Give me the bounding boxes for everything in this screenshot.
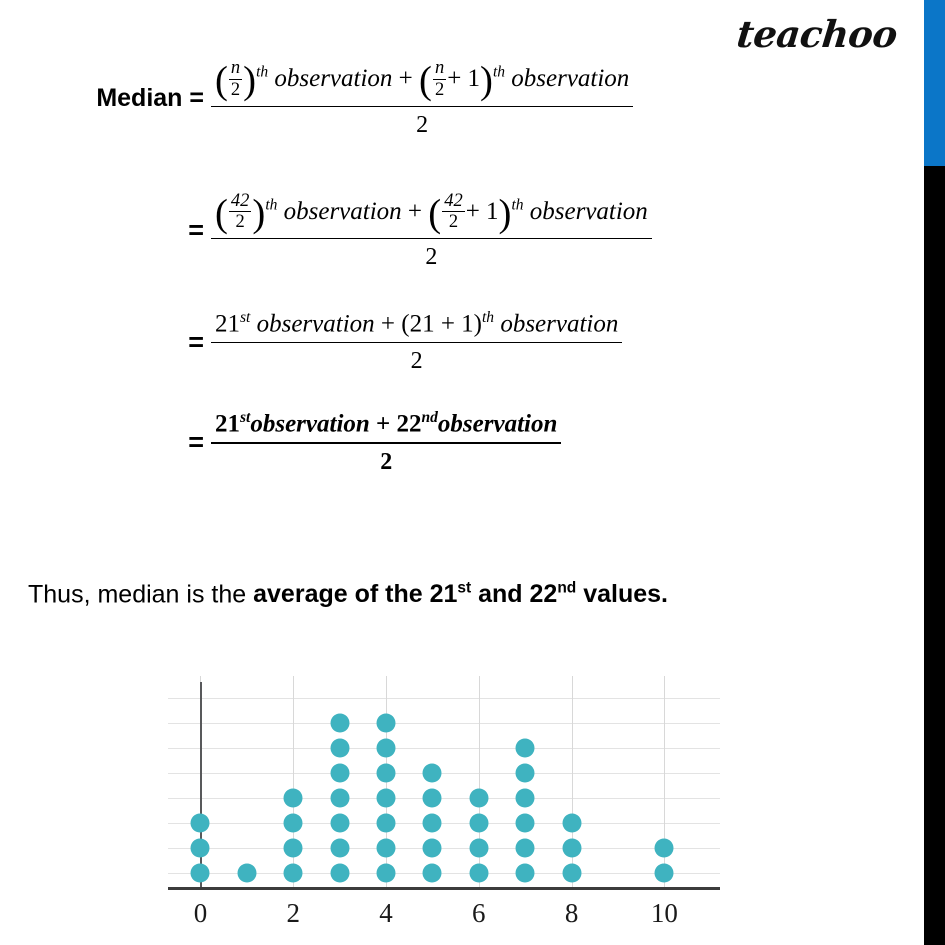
data-point-dot bbox=[516, 814, 535, 833]
conclusion-sup-st: st bbox=[457, 580, 472, 597]
gridline-horizontal bbox=[168, 748, 720, 749]
data-point-dot bbox=[423, 864, 442, 883]
data-point-dot bbox=[377, 864, 396, 883]
equation-line-1 bbox=[0, 58, 900, 139]
data-point-dot bbox=[516, 764, 535, 783]
dot-plot-chart bbox=[168, 676, 720, 938]
data-point-dot bbox=[562, 864, 581, 883]
gridline-vertical bbox=[572, 676, 573, 890]
data-point-dot bbox=[377, 789, 396, 808]
x-axis-tick-label: 2 bbox=[286, 898, 300, 928]
data-point-dot bbox=[423, 839, 442, 858]
data-point-dot bbox=[469, 864, 488, 883]
equation-1-numerator: ( $\frac{n}{2}$ )$^{th}$ observation + ( $\frac{n}{2}$ + 1)$^{th}$ observation bbox=[215, 58, 630, 102]
eq2-operator: + bbox=[407, 197, 423, 225]
eq2-sup2: th bbox=[511, 196, 524, 214]
eq2-sup1: th bbox=[265, 196, 278, 214]
data-point-dot bbox=[330, 864, 349, 883]
eq3-sup2: th bbox=[482, 309, 495, 327]
equation-2-fraction bbox=[211, 191, 652, 272]
data-point-dot bbox=[330, 739, 349, 758]
eq4-num2: 22 bbox=[396, 410, 422, 438]
data-point-dot bbox=[423, 764, 442, 783]
eq2-frac2-top: 42 bbox=[444, 190, 463, 211]
equation-3-lead: = bbox=[188, 326, 204, 357]
y-axis-line bbox=[200, 682, 202, 890]
conclusion-prefix: Thus, median is the bbox=[28, 580, 254, 609]
equation-line-2 bbox=[0, 191, 900, 272]
data-point-dot bbox=[284, 839, 303, 858]
data-point-dot bbox=[330, 789, 349, 808]
equation-2-denominator: 2 bbox=[425, 244, 438, 271]
data-point-dot bbox=[377, 814, 396, 833]
equation-4-fraction bbox=[211, 409, 561, 476]
gridline-horizontal bbox=[168, 823, 720, 824]
data-point-dot bbox=[284, 789, 303, 808]
dot-plot-x-axis-tick-labels bbox=[168, 892, 720, 936]
equation-line-3 bbox=[0, 309, 900, 375]
data-point-dot bbox=[330, 764, 349, 783]
equation-3-fraction bbox=[211, 309, 622, 375]
eq3-sup1: st bbox=[240, 309, 251, 327]
data-point-dot bbox=[330, 714, 349, 733]
eq3-word1: observation bbox=[256, 310, 375, 338]
teachoo-logo: teachoo bbox=[734, 12, 900, 56]
eq1-sup1: th bbox=[256, 63, 269, 81]
data-point-dot bbox=[191, 814, 210, 833]
gridline-vertical bbox=[386, 676, 387, 890]
eq1-word2: observation bbox=[511, 65, 630, 93]
eq4-num1: 21 bbox=[215, 410, 240, 438]
dot-plot-plot-area bbox=[168, 676, 720, 890]
data-point-dot bbox=[191, 839, 210, 858]
gridline-vertical bbox=[664, 676, 665, 890]
eq1-sup2: th bbox=[492, 63, 506, 81]
data-point-dot bbox=[655, 839, 674, 858]
data-point-dot bbox=[284, 814, 303, 833]
eq1-operator: + bbox=[398, 65, 413, 93]
eq4-sup1: st bbox=[240, 409, 251, 427]
eq3-operator: + bbox=[380, 310, 395, 338]
data-point-dot bbox=[516, 864, 535, 883]
x-axis-line bbox=[168, 887, 720, 890]
equation-1-fraction bbox=[211, 58, 633, 139]
data-point-dot bbox=[284, 864, 303, 883]
eq3-word2: observation bbox=[500, 310, 619, 338]
x-axis-tick-label: 10 bbox=[650, 898, 678, 928]
data-point-dot bbox=[469, 789, 488, 808]
eq4-word1: observation bbox=[250, 410, 370, 438]
eq3-num1: 21 bbox=[215, 310, 240, 338]
equation-1-denominator: 2 bbox=[416, 111, 429, 138]
eq4-sup2: nd bbox=[421, 409, 438, 427]
x-axis-tick-label: 8 bbox=[564, 898, 579, 928]
equation-2-numerator: ( $\frac{42}{2}$ )$^{th}$ observation + ( $\frac{42}{2}$ + 1)$^{th}$ observation bbox=[215, 190, 648, 235]
data-point-dot bbox=[562, 839, 581, 858]
data-point-dot bbox=[423, 789, 442, 808]
conclusion-sentence bbox=[28, 580, 668, 609]
data-point-dot bbox=[516, 739, 535, 758]
eq2-word2: observation bbox=[529, 197, 648, 225]
eq2-frac1-bottom: 2 bbox=[229, 211, 252, 232]
gridline-horizontal bbox=[168, 798, 720, 799]
data-point-dot bbox=[377, 764, 396, 783]
eq1-plus-one: + 1 bbox=[447, 65, 481, 93]
data-point-dot bbox=[655, 864, 674, 883]
conclusion-bold-b-text: and 22 bbox=[471, 580, 558, 609]
eq1-frac1-top: n bbox=[230, 58, 241, 79]
data-point-dot bbox=[377, 839, 396, 858]
conclusion-bold-c-text: values. bbox=[576, 580, 669, 609]
eq1-frac2-top: n bbox=[434, 58, 445, 79]
data-point-dot bbox=[191, 864, 210, 883]
data-point-dot bbox=[330, 839, 349, 858]
equation-4-lead: = bbox=[188, 427, 204, 458]
equation-3-denominator: 2 bbox=[410, 348, 423, 375]
median-derivation bbox=[0, 58, 900, 476]
data-point-dot bbox=[469, 839, 488, 858]
eq3-paren-expr: (21 + 1) bbox=[401, 310, 482, 338]
gridline-horizontal bbox=[168, 723, 720, 724]
gridline-horizontal bbox=[168, 698, 720, 699]
x-axis-tick-label: 6 bbox=[472, 898, 486, 928]
gridline-vertical bbox=[293, 676, 294, 890]
equation-4-numerator bbox=[211, 409, 561, 442]
data-point-dot bbox=[377, 714, 396, 733]
eq2-frac2-bottom: 2 bbox=[442, 211, 465, 232]
data-point-dot bbox=[237, 864, 256, 883]
x-axis-tick-label: 0 bbox=[193, 898, 208, 928]
gridline-horizontal bbox=[168, 848, 720, 849]
eq1-word1: observation bbox=[274, 65, 393, 93]
x-axis-tick-label: 4 bbox=[379, 898, 393, 928]
conclusion-sup-nd: nd bbox=[557, 580, 577, 597]
eq2-plus-one: + 1 bbox=[465, 197, 499, 225]
equation-2-lead: = bbox=[188, 215, 204, 246]
edge-accent-bar-black bbox=[924, 166, 945, 945]
gridline-horizontal bbox=[168, 773, 720, 774]
data-point-dot bbox=[330, 814, 349, 833]
data-point-dot bbox=[469, 814, 488, 833]
eq2-word1: observation bbox=[283, 197, 402, 225]
eq1-frac1-bottom: 2 bbox=[230, 79, 241, 100]
data-point-dot bbox=[516, 789, 535, 808]
data-point-dot bbox=[377, 739, 396, 758]
equation-3-numerator bbox=[211, 309, 622, 342]
eq4-operator: + bbox=[376, 410, 391, 438]
gridline-vertical bbox=[479, 676, 480, 890]
eq4-word2: observation bbox=[437, 410, 558, 438]
conclusion-bold-a bbox=[253, 580, 668, 608]
eq1-frac2-bottom: 2 bbox=[434, 79, 445, 100]
data-point-dot bbox=[562, 814, 581, 833]
edge-accent-bar-blue bbox=[924, 0, 945, 166]
conclusion-bold-a-text: average of the 21 bbox=[253, 580, 458, 609]
equation-4-denominator: 2 bbox=[380, 449, 393, 476]
data-point-dot bbox=[516, 839, 535, 858]
eq2-frac1-top: 42 bbox=[230, 190, 250, 211]
equation-1-lead: Median = bbox=[96, 83, 204, 112]
equation-line-4 bbox=[0, 409, 900, 476]
data-point-dot bbox=[423, 814, 442, 833]
